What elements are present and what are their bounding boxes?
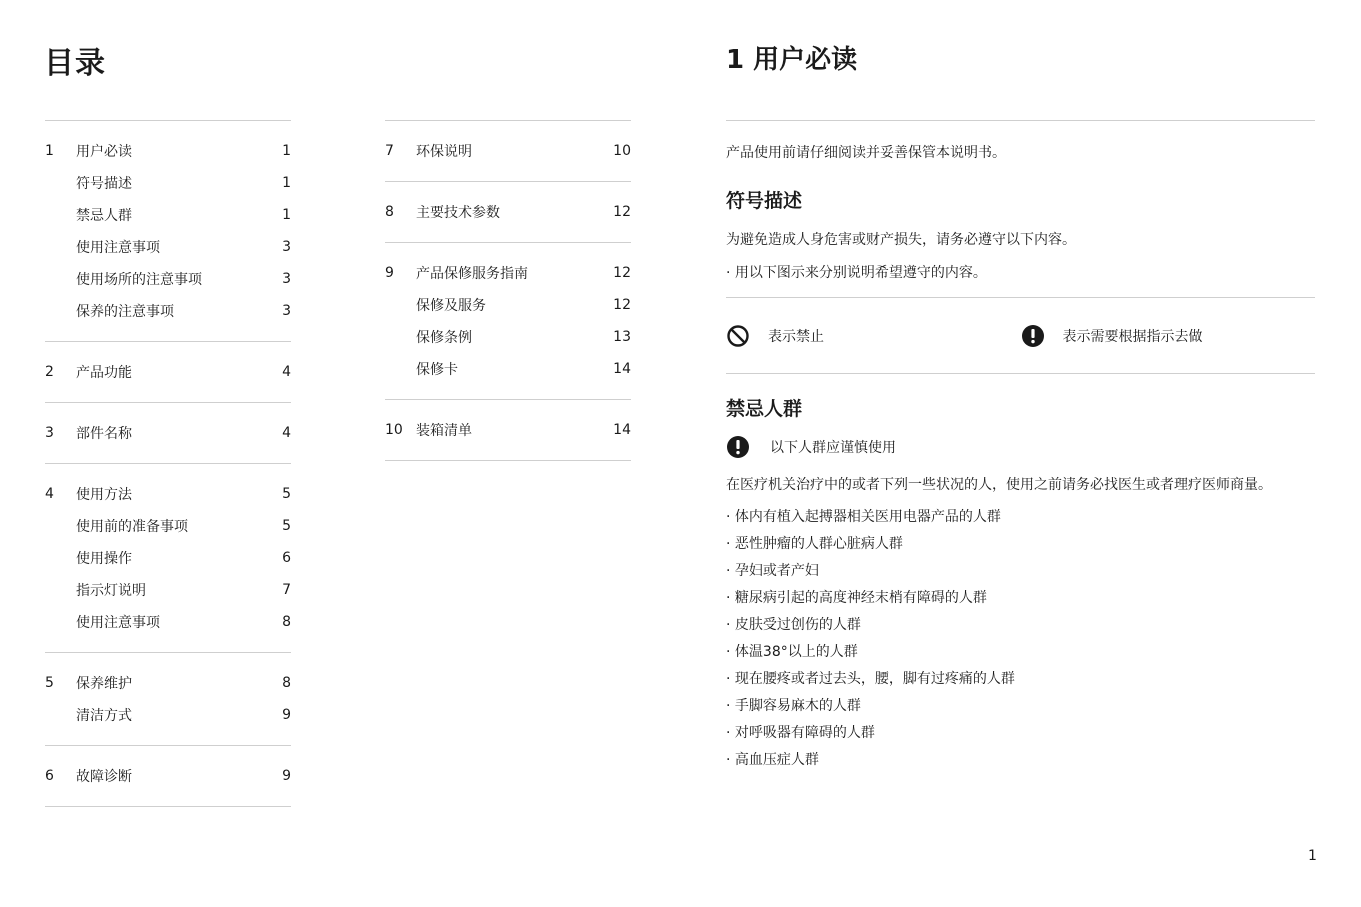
divider xyxy=(726,373,1315,374)
toc-entry-page: 1 xyxy=(282,207,291,223)
prohibition-icon xyxy=(726,324,750,348)
toc-entry[interactable] xyxy=(45,167,291,199)
toc-section xyxy=(45,341,291,402)
toc-entry-number: 7 xyxy=(385,143,394,159)
contra-list xyxy=(726,504,1315,774)
toc-entry[interactable] xyxy=(385,353,631,385)
toc-entry-page: 8 xyxy=(282,675,291,691)
toc-entry[interactable] xyxy=(45,231,291,263)
toc-entry[interactable] xyxy=(45,606,291,638)
toc-entry-page: 10 xyxy=(613,143,631,159)
list-item: · 糖尿病引起的高度神经末梢有障碍的人群 xyxy=(726,585,1315,612)
mandatory-label: 表示需要根据指示去做 xyxy=(1062,328,1203,345)
list-item: · 现在腰疼或者过去头，腰，脚有过疼痛的人群 xyxy=(726,666,1315,693)
caution-label: 以下人群应谨慎使用 xyxy=(770,440,896,456)
divider xyxy=(385,460,631,461)
toc-entry-page: 9 xyxy=(282,707,291,723)
toc-section xyxy=(385,242,631,399)
toc-entry-page: 5 xyxy=(282,518,291,534)
list-item: · 孕妇或者产妇 xyxy=(726,558,1315,585)
exclamation-circle-icon xyxy=(726,435,750,459)
toc-entry-label: 用户必读 xyxy=(76,144,132,160)
toc-entry-label: 产品保修服务指南 xyxy=(416,266,528,282)
list-item: · 恶性肿瘤的人群心脏病人群 xyxy=(726,531,1315,558)
list-item: · 体内有植入起搏器相关医用电器产品的人群 xyxy=(726,504,1315,531)
divider xyxy=(45,806,291,807)
list-item: · 手脚容易麻木的人群 xyxy=(726,693,1315,720)
toc-entry-label: 使用前的准备事项 xyxy=(76,519,188,535)
toc-section xyxy=(385,181,631,242)
toc-entry-page: 14 xyxy=(613,422,631,438)
exclamation-circle-icon xyxy=(1021,324,1045,348)
chapter-intro: 产品使用前请仔细阅读并妥善保管本说明书。 xyxy=(726,145,1006,161)
symbol-legend xyxy=(726,298,1315,373)
toc-entry-page: 3 xyxy=(282,239,291,255)
toc-entry-label: 使用注意事项 xyxy=(76,240,160,256)
toc-entry-label: 使用方法 xyxy=(76,487,132,503)
toc-entry[interactable] xyxy=(45,510,291,542)
list-item: · 高血压症人群 xyxy=(726,747,1315,774)
toc-entry-page: 12 xyxy=(613,297,631,313)
toc-column-left xyxy=(45,120,291,807)
divider xyxy=(726,120,1315,121)
toc-entry-label: 装箱清单 xyxy=(416,423,472,439)
prohibit-label: 表示禁止 xyxy=(768,328,824,345)
toc-entry-label: 清洁方式 xyxy=(76,708,132,724)
toc-entry[interactable] xyxy=(385,196,631,228)
toc-entry-page: 12 xyxy=(613,265,631,281)
toc-entry-label: 保养维护 xyxy=(76,676,132,692)
toc-entry-page: 3 xyxy=(282,303,291,319)
toc-entry-page: 8 xyxy=(282,614,291,630)
toc-entry-number: 6 xyxy=(45,768,54,784)
toc-entry[interactable] xyxy=(45,417,291,449)
toc-section xyxy=(45,463,291,652)
toc-column-middle xyxy=(385,120,631,461)
toc-entry[interactable] xyxy=(385,135,631,167)
toc-entry[interactable] xyxy=(45,542,291,574)
toc-entry[interactable] xyxy=(45,295,291,327)
toc-entry-page: 1 xyxy=(282,143,291,159)
toc-entry-label: 保养的注意事项 xyxy=(76,304,174,320)
symbols-bullet: · 用以下图示来分别说明希望遵守的内容。 xyxy=(726,260,1315,287)
toc-entry[interactable] xyxy=(45,135,291,167)
toc-entry-number: 5 xyxy=(45,675,54,691)
symbols-description: 为避免造成人身危害或财产损失，请务必遵守以下内容。 xyxy=(726,232,1076,248)
toc-entry-label: 部件名称 xyxy=(76,426,132,442)
toc-entry-number: 3 xyxy=(45,425,54,441)
toc-entry-label: 故障诊断 xyxy=(76,769,132,785)
caution-line xyxy=(726,434,1315,460)
toc-entry[interactable] xyxy=(45,667,291,699)
chapter-content xyxy=(726,38,1315,774)
toc-section xyxy=(45,745,291,806)
toc-entry-number: 2 xyxy=(45,364,54,380)
toc-entry[interactable] xyxy=(385,289,631,321)
toc-title: 目录 xyxy=(44,46,106,81)
toc-entry-label: 保修条例 xyxy=(416,330,472,346)
toc-entry-label: 使用注意事项 xyxy=(76,615,160,631)
toc-entry-page: 7 xyxy=(282,582,291,598)
toc-entry-label: 指示灯说明 xyxy=(76,583,146,599)
chapter-title: 1 用户必读 xyxy=(726,45,858,75)
toc-entry-page: 13 xyxy=(613,329,631,345)
page-number: 1 xyxy=(1308,848,1317,864)
toc-section xyxy=(45,120,291,341)
toc-entry[interactable] xyxy=(45,356,291,388)
toc-entry-number: 1 xyxy=(45,143,54,159)
toc-entry-page: 9 xyxy=(282,768,291,784)
toc-entry[interactable] xyxy=(45,760,291,792)
toc-entry-page: 12 xyxy=(613,204,631,220)
list-item: · 皮肤受过创伤的人群 xyxy=(726,612,1315,639)
symbol-prohibit xyxy=(726,324,1021,348)
toc-entry[interactable] xyxy=(45,478,291,510)
toc-entry-number: 8 xyxy=(385,204,394,220)
toc-entry-page: 6 xyxy=(282,550,291,566)
toc-entry-number: 4 xyxy=(45,486,54,502)
toc-entry-label: 使用场所的注意事项 xyxy=(76,272,202,288)
list-item: · 对呼吸器有障碍的人群 xyxy=(726,720,1315,747)
toc-entry-page: 5 xyxy=(282,486,291,502)
toc-entry-number: 9 xyxy=(385,265,394,281)
toc-section xyxy=(45,402,291,463)
toc-entry-label: 环保说明 xyxy=(416,144,472,160)
toc-entry-page: 14 xyxy=(613,361,631,377)
toc-section xyxy=(45,652,291,745)
toc-entry-label: 主要技术参数 xyxy=(416,205,500,221)
toc-entry[interactable] xyxy=(385,414,631,446)
toc-entry-label: 保修及服务 xyxy=(416,298,486,314)
toc-entry[interactable] xyxy=(385,321,631,353)
symbols-heading: 符号描述 xyxy=(726,190,803,212)
toc-entry[interactable] xyxy=(45,263,291,295)
contra-paragraph: 在医疗机关治疗中的或者下列一些状况的人，使用之前请务必找医生或者理疗医师商量。 xyxy=(726,477,1272,493)
toc-entry[interactable] xyxy=(45,574,291,606)
toc-entry-label: 符号描述 xyxy=(76,176,132,192)
toc-entry-label: 保修卡 xyxy=(416,362,458,378)
contra-heading: 禁忌人群 xyxy=(726,398,803,420)
toc-section xyxy=(385,120,631,181)
symbol-mandatory xyxy=(1021,324,1316,348)
toc-entry-page: 3 xyxy=(282,271,291,287)
toc-entry-label: 使用操作 xyxy=(76,551,132,567)
toc-entry-page: 1 xyxy=(282,175,291,191)
list-item: · 体温38°以上的人群 xyxy=(726,639,1315,666)
toc-entry-page: 4 xyxy=(282,425,291,441)
toc-section xyxy=(385,399,631,460)
toc-entry-page: 4 xyxy=(282,364,291,380)
toc-entry-label: 产品功能 xyxy=(76,365,132,381)
toc-entry[interactable] xyxy=(45,699,291,731)
toc-entry-number: 10 xyxy=(385,422,403,438)
toc-entry[interactable] xyxy=(45,199,291,231)
toc-entry-label: 禁忌人群 xyxy=(76,208,132,224)
toc-entry[interactable] xyxy=(385,257,631,289)
